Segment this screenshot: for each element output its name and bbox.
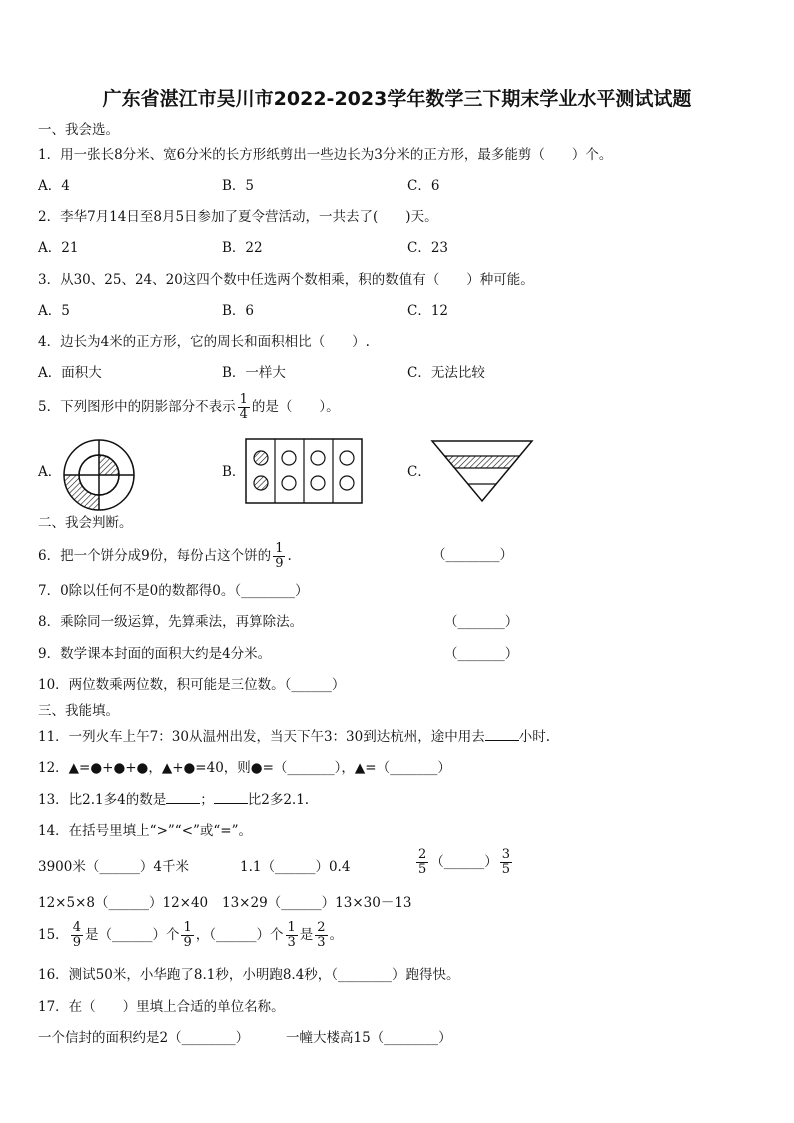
q15-text-3: 是 — [299, 927, 314, 943]
q15-frac-3-den: 3 — [287, 935, 296, 950]
q15-frac-4-num: 2 — [317, 920, 326, 935]
question-1: 1．用一张长8分米、宽6分米的长方形纸剪出一些边长为3分米的正方形，最多能剪（ ）个。 — [38, 147, 613, 163]
q6-frac-num: 1 — [275, 541, 284, 556]
q9-answer-blank[interactable]: （_______） — [444, 646, 519, 662]
q11-text-post: 小时. — [518, 729, 551, 745]
q4-option-a: A．面积大 — [38, 365, 102, 381]
q5-text-post: 的是（ ）。 — [251, 399, 340, 415]
q2-option-a: A．21 — [38, 240, 79, 256]
q17-fill-building: 一幢大楼高15（________） — [286, 1030, 452, 1046]
q8-answer-blank[interactable]: （_______） — [444, 614, 519, 630]
q5-figure-c — [430, 439, 534, 503]
q1-option-c: C．6 — [407, 178, 440, 194]
q2-option-c: C．23 — [407, 240, 449, 256]
section-heading-choice: 一、我会选。 — [38, 122, 119, 138]
q5-figure-b — [245, 438, 363, 504]
question-9: 9．数学课本封面的面积大约是4分米。 — [38, 646, 272, 662]
question-11 — [38, 728, 550, 746]
q6-frac-den: 9 — [275, 556, 284, 571]
q5-option-c: C． — [407, 464, 431, 480]
q15-frac-2-num: 1 — [183, 920, 192, 935]
q14-frac-right-den: 5 — [501, 862, 511, 877]
question-13 — [38, 791, 309, 809]
q5-frac-den: 4 — [239, 407, 248, 422]
section-heading-judge: 二、我会判断。 — [38, 515, 133, 531]
q5-fraction — [238, 393, 250, 422]
question-14: 14．在括号里填上“>”“<”或“=”。 — [38, 823, 253, 839]
q5-option-b: B． — [222, 464, 246, 480]
q14-compare-3-blank[interactable]: （______） — [430, 854, 498, 870]
q14-frac-right-num: 3 — [501, 847, 511, 862]
q15-frac-1-den: 9 — [72, 935, 81, 950]
q15-frac-4 — [315, 921, 327, 950]
question-6 — [38, 542, 292, 571]
question-5 — [38, 393, 340, 422]
q13-text-post: 比2多2.1. — [247, 792, 310, 808]
q3-option-b: B．6 — [222, 303, 255, 319]
q15-frac-2-den: 9 — [183, 935, 192, 950]
q3-option-a: A．5 — [38, 303, 70, 319]
q17-fill-envelope: 一个信封的面积约是2（________） — [38, 1030, 250, 1046]
q13-answer-blank-2[interactable] — [214, 791, 248, 804]
page-title: 广东省湛江市吴川市2022-2023学年数学三下期末学业水平测试试题 — [102, 88, 692, 110]
q5-figure-a — [62, 438, 136, 512]
q13-text-mid: ； — [200, 792, 214, 808]
q14-frac-left-num: 2 — [418, 847, 427, 862]
q5-frac-num: 1 — [239, 392, 248, 407]
q6-text-post: . — [287, 548, 292, 564]
q14-frac-left — [416, 848, 428, 877]
q15-text-1: 是（______）个 — [84, 927, 180, 943]
q1-option-a: A．4 — [38, 178, 70, 194]
q6-fraction — [273, 542, 285, 571]
q15-label: 15． — [38, 927, 69, 943]
q1-option-b: B．5 — [222, 178, 255, 194]
section-heading-fill: 三、我能填。 — [38, 703, 119, 719]
q14-compare-2: 1.1（______）0.4 — [240, 859, 351, 875]
q14-compare-1: 3900米（______）4千米 — [38, 859, 189, 875]
q6-text-pre: 6．把一个饼分成9份，每份占这个饼的 — [38, 548, 272, 564]
question-15 — [38, 921, 343, 950]
q4-option-c: C．无法比较 — [407, 365, 485, 381]
q14-compare-5: 13×29（______）13×30－13 — [222, 895, 412, 911]
q15-frac-3 — [286, 921, 298, 950]
q14-compare-3 — [414, 848, 514, 877]
q14-compare-4: 12×5×8（______）12×40 — [38, 895, 209, 911]
q11-text-pre: 11．一列火车上午7：30从温州出发，当天下午3：30到达杭州，途中用去 — [38, 729, 485, 745]
question-16: 16．测试50米，小华跑了8.1秒，小明跑8.4秒，（________）跑得快。 — [38, 967, 460, 983]
q15-frac-1-num: 4 — [72, 920, 81, 935]
q6-answer-blank[interactable]: （________） — [432, 547, 513, 563]
q15-text-2: ，（______）个 — [195, 927, 284, 943]
question-10: 10．两位数乘两位数，积可能是三位数。（______） — [38, 677, 346, 693]
q5-text-pre: 5．下列图形中的阴影部分不表示 — [38, 399, 236, 415]
q15-frac-4-den: 3 — [317, 935, 326, 950]
q14-frac-left-den: 5 — [418, 862, 427, 877]
question-7: 7．0除以任何不是0的数都得0。（________） — [38, 583, 309, 599]
q13-answer-blank-1[interactable] — [166, 791, 200, 804]
q4-option-b: B．一样大 — [222, 365, 286, 381]
q15-frac-3-num: 1 — [287, 920, 296, 935]
q15-frac-1 — [71, 921, 83, 950]
q3-option-c: C．12 — [407, 303, 449, 319]
question-8: 8．乘除同一级运算，先算乘法，再算除法。 — [38, 614, 304, 630]
q2-option-b: B．22 — [222, 240, 263, 256]
question-12: 12．▲=●+●+●，▲+●=40，则●=（_______），▲=（_______） — [38, 760, 451, 776]
q15-text-end: 。 — [329, 927, 344, 943]
q14-frac-right — [500, 848, 512, 877]
q5-option-a: A． — [38, 464, 62, 480]
q11-answer-blank[interactable] — [485, 728, 519, 741]
q15-frac-2 — [181, 921, 193, 950]
question-2: 2．李华7月14日至8月5日参加了夏令营活动，一共去了( )天。 — [38, 209, 438, 225]
question-3: 3．从30、25、24、20这四个数中任选两个数相乘，积的数值有（ ）种可能。 — [38, 272, 534, 288]
question-17: 17．在（ ）里填上合适的单位名称。 — [38, 999, 285, 1015]
question-4: 4．边长为4米的正方形，它的周长和面积相比（ ）. — [38, 334, 370, 350]
q13-text-pre: 13．比2.1多4的数是 — [38, 792, 167, 808]
